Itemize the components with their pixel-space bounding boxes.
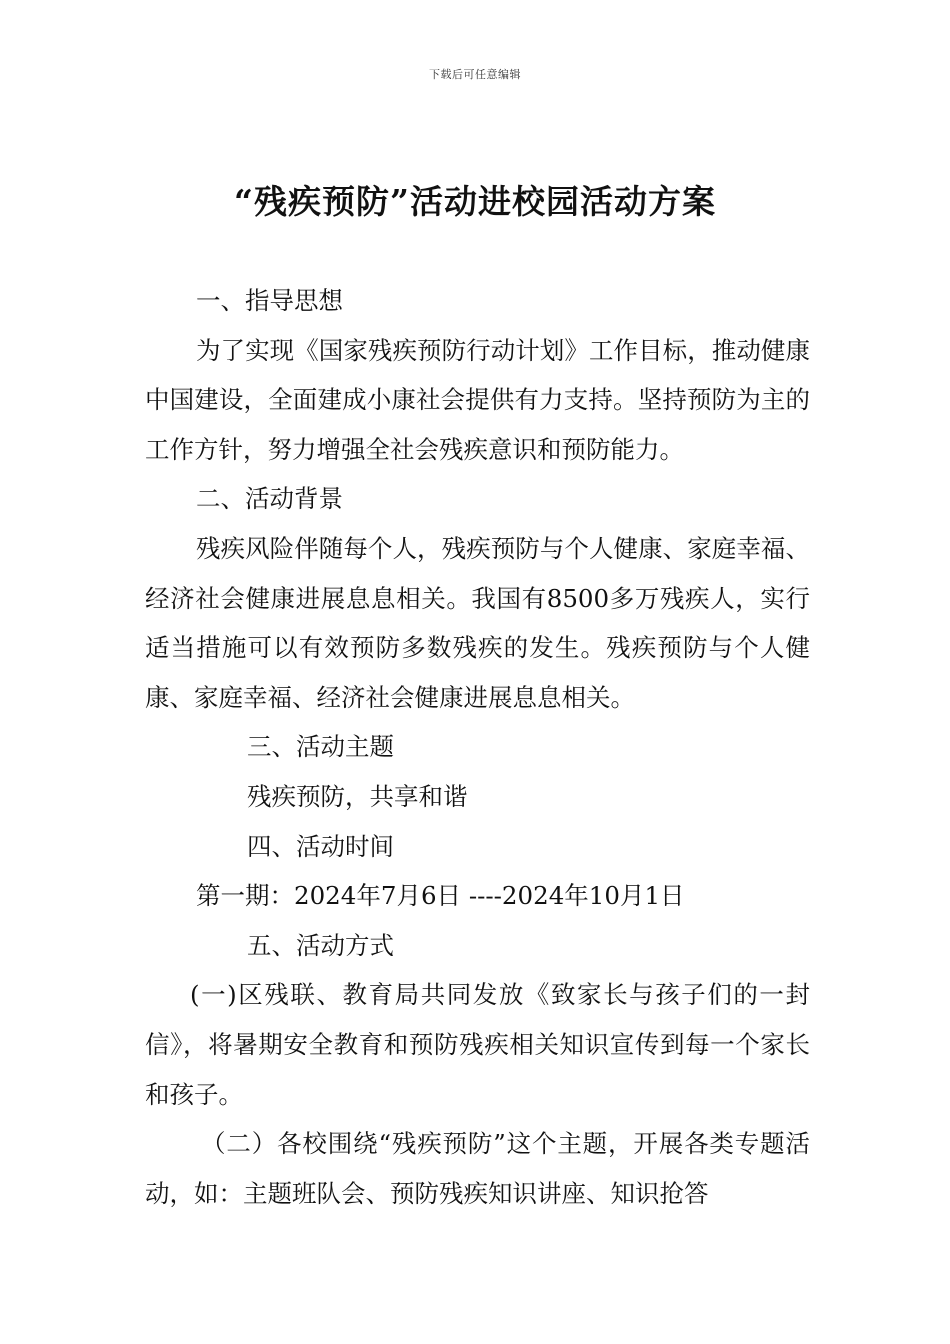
section-heading-method: 五、活动方式	[247, 930, 394, 960]
section-heading-background: 二、活动背景	[196, 484, 343, 514]
document-title: “残疾预防”活动进校园活动方案	[234, 182, 716, 221]
section-heading-guiding-thought: 一、指导思想	[196, 286, 343, 315]
paragraph-method-item-1: (一)区残联、教育局共同发放《致家长与孩子们的一封信》，将暑期安全教育和预防残疾相关知识宣传到每一个家长和孩子。	[145, 980, 810, 1109]
paragraph-theme: 残疾预防，共享和谐	[247, 781, 468, 811]
section-heading-time: 四、活动时间	[247, 831, 394, 861]
paragraph-time: 第一期：2024年7月6日 ----2024年10月1日	[196, 881, 685, 911]
paragraph-background: 残疾风险伴随每个人，残疾预防与个人健康、家庭幸福、经济社会健康进展息息相关。我国有8500多万残疾人，实行适当措施可以有效预防多数残疾的发生。残疾预防与个人健康、家庭幸福、经济社会健康进展息息相关。	[145, 533, 810, 712]
section-heading-theme: 三、活动主题	[247, 732, 394, 762]
paragraph-method-item-2: （二）各校围绕“残疾预防”这个主题，开展各类专题活动，如：主题班队会、预防残疾知识讲座、知识抢答	[145, 1129, 810, 1208]
paragraph-guiding-thought: 为了实现《国家残疾预防行动计划》工作目标，推动健康中国建设，全面建成小康社会提供有力支持。坚持预防为主的工作方针，努力增强全社会残疾意识和预防能力。	[145, 335, 810, 464]
document-body	[145, 276, 810, 1218]
header-note: 下载后可任意编辑	[429, 68, 521, 81]
